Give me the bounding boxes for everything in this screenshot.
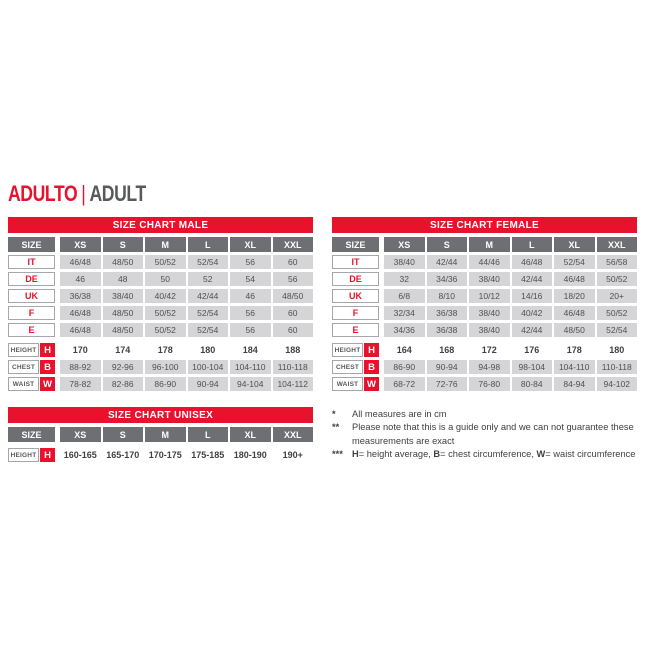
region-label: UK [332,289,379,303]
measure-row-height [8,343,313,357]
header-cells [384,237,637,252]
size-column-header: SIZE [332,237,379,252]
size-row-e [332,323,637,337]
column-header-s: S [427,237,468,252]
size-value-cell: 48/50 [103,323,144,337]
size-value-cell: 52/54 [597,323,638,337]
size-row-uk [8,289,313,303]
measure-label: HEIGHT [8,448,39,462]
measure-value-cell: 175-185 [191,450,225,460]
size-row-cells [384,323,637,337]
size-value-cell: 56 [230,306,271,320]
size-value-cell: 56/58 [597,255,638,269]
size-value-cell: 50 [145,272,186,286]
region-label-slot [332,306,379,320]
measure-value-cell: 172 [481,345,497,355]
measure-value-cell: 168 [439,345,455,355]
size-value-cell: 52/54 [188,255,229,269]
note-row [332,448,640,461]
measure-code-badge: W [364,377,379,391]
measure-label: CHEST [332,360,363,374]
region-label-slot [8,255,55,269]
size-row-cells [60,272,313,286]
measure-code-badge: W [40,377,55,391]
size-value-cell: 46/48 [554,272,595,286]
size-value-cell: 50/52 [145,323,186,337]
size-chart-male-table [8,217,313,391]
measure-value-cell: 96-100 [145,360,186,374]
size-value-cell: 38/40 [469,272,510,286]
measure-row-chest [332,360,637,374]
measure-value-cell: 178 [157,345,173,355]
size-value-cell: 46/48 [60,255,101,269]
measure-label: HEIGHT [332,343,363,357]
column-header-xxl: XXL [273,427,314,442]
size-value-cell: 6/8 [384,289,425,303]
column-header-xl: XL [230,427,271,442]
note-bold-term: W [536,449,546,460]
column-header-xs: XS [60,427,101,442]
measure-label-slot [332,360,379,374]
measure-value-cell: 86-90 [145,377,186,391]
measure-value-cell: 78-82 [60,377,101,391]
size-row-cells [384,306,637,320]
table-header-row [8,237,313,252]
page-title-english: ADULT [89,181,146,206]
measure-value-cell: 165-170 [106,450,140,460]
size-row-f [8,306,313,320]
measure-label-slot [8,377,55,391]
measure-value-cell: 94-102 [597,377,638,391]
size-value-cell: 32 [384,272,425,286]
note-bold-term: H [352,449,359,460]
measure-row-cells [384,360,637,374]
measure-value-cell: 104-110 [554,360,595,374]
size-value-cell: 36/38 [60,289,101,303]
size-value-cell: 50/52 [597,272,638,286]
column-header-m: M [145,237,186,252]
size-value-cell: 38/40 [469,306,510,320]
region-label: IT [8,255,55,269]
measure-value-cell: 80-84 [512,377,553,391]
region-label-slot [332,272,379,286]
size-value-cell: 44/46 [469,255,510,269]
size-value-cell: 38/40 [103,289,144,303]
size-value-cell: 52 [188,272,229,286]
region-label-slot [332,289,379,303]
size-value-cell: 46 [60,272,101,286]
measure-code-badge: B [364,360,379,374]
size-value-cell: 18/20 [554,289,595,303]
region-label: E [332,323,379,337]
size-value-cell: 42/44 [427,255,468,269]
note-text [352,421,640,448]
note-marker: * [332,409,336,419]
measure-value-cell: 110-118 [597,360,638,374]
measure-value-cell: 76-80 [469,377,510,391]
column-header-s: S [103,427,144,442]
size-row-cells [384,255,637,269]
column-header-s: S [103,237,144,252]
measure-label: WAIST [332,377,363,391]
size-value-cell: 36/38 [427,306,468,320]
size-row-cells [384,289,637,303]
size-value-cell: 50/52 [145,255,186,269]
size-header-slot [332,237,379,252]
region-label-slot [8,323,55,337]
size-value-cell: 42/44 [512,323,553,337]
page-title-italian: ADULTO [8,181,78,206]
note-marker: ** [332,422,340,433]
region-label: E [8,323,55,337]
size-value-cell: 60 [273,255,314,269]
measure-value-cell: 164 [396,345,412,355]
note-text-segment: All measures are in cm [352,409,447,419]
page-title [8,181,146,207]
size-row-cells [60,323,313,337]
note-text-segment: = waist circumference [545,449,636,460]
measure-label-slot [332,343,379,357]
measure-value-cell: 94-98 [469,360,510,374]
size-value-cell: 48 [103,272,144,286]
measure-value-cell: 88-92 [60,360,101,374]
region-label: IT [332,255,379,269]
size-value-cell: 48/50 [103,306,144,320]
measure-row-cells [60,360,313,374]
size-value-cell: 34/36 [427,272,468,286]
table-header-row [332,237,637,252]
column-header-xs: XS [60,237,101,252]
size-value-cell: 46/48 [60,323,101,337]
size-value-cell: 32/34 [384,306,425,320]
measure-value-cell: 104-110 [230,360,271,374]
column-header-m: M [469,237,510,252]
region-label-slot [8,289,55,303]
region-label: F [332,306,379,320]
note-row [332,408,640,421]
note-text-segment: Please note that this is a guide only and we can not guarantee these measurements are exact [352,422,634,446]
table-header-row [8,427,313,442]
size-value-cell: 38/40 [384,255,425,269]
column-header-l: L [512,237,553,252]
size-value-cell: 46/48 [554,306,595,320]
measure-row-waist [332,377,637,391]
column-header-l: L [188,237,229,252]
measure-value-cell: 84-94 [554,377,595,391]
size-value-cell: 52/54 [554,255,595,269]
note-marker: *** [332,449,343,460]
size-value-cell: 48/50 [273,289,314,303]
measure-value-cell: 180-190 [233,450,267,460]
size-value-cell: 48/50 [103,255,144,269]
size-row-f [332,306,637,320]
header-cells [60,427,313,442]
measure-value-cell: 170-175 [148,450,182,460]
size-chart-female-table [332,217,637,391]
size-value-cell: 10/12 [469,289,510,303]
region-label-slot [8,306,55,320]
size-column-header: SIZE [8,427,55,442]
size-value-cell: 56 [230,323,271,337]
size-value-cell: 60 [273,323,314,337]
size-row-de [332,272,637,286]
table-title-bar: SIZE CHART FEMALE [332,217,637,233]
measure-value-cell: 90-94 [188,377,229,391]
column-header-xl: XL [554,237,595,252]
size-value-cell: 56 [273,272,314,286]
measure-value-cell: 98-104 [512,360,553,374]
measure-row-cells [384,343,637,357]
size-value-cell: 8/10 [427,289,468,303]
size-value-cell: 56 [230,255,271,269]
size-row-e [8,323,313,337]
size-value-cell: 46 [230,289,271,303]
size-row-de [8,272,313,286]
size-row-cells [60,306,313,320]
region-label-slot [332,323,379,337]
measure-value-cell: 190+ [282,450,303,460]
measure-row-waist [8,377,313,391]
measure-value-cell: 180 [200,345,216,355]
size-value-cell: 42/44 [188,289,229,303]
note-text-segment: = chest circumference, [440,449,537,460]
measure-row-cells [60,448,313,462]
measure-value-cell: 188 [285,345,301,355]
size-column-header: SIZE [8,237,55,252]
column-header-m: M [145,427,186,442]
size-header-slot [8,427,55,442]
size-value-cell: 46/48 [512,255,553,269]
measure-row-cells [384,377,637,391]
measure-label-slot [332,377,379,391]
region-label: F [8,306,55,320]
note-text [352,448,640,461]
note-text-segment: = height average, [358,449,434,460]
measure-value-cell: 174 [115,345,131,355]
measure-value-cell: 94-104 [230,377,271,391]
measure-row-chest [8,360,313,374]
measure-label-slot [8,360,55,374]
size-value-cell: 42/44 [512,272,553,286]
column-header-xs: XS [384,237,425,252]
column-header-xxl: XXL [273,237,314,252]
size-value-cell: 38/40 [469,323,510,337]
size-value-cell: 60 [273,306,314,320]
measure-code-badge: H [364,343,379,357]
column-header-xl: XL [230,237,271,252]
measure-value-cell: 100-104 [188,360,229,374]
size-header-slot [8,237,55,252]
measure-code-badge: H [40,448,55,462]
size-value-cell: 40/42 [512,306,553,320]
measure-value-cell: 180 [609,345,625,355]
size-row-it [8,255,313,269]
column-header-xxl: XXL [597,237,638,252]
measure-label: HEIGHT [8,343,39,357]
size-row-cells [384,272,637,286]
table-title-bar: SIZE CHART UNISEX [8,407,313,423]
size-value-cell: 34/36 [384,323,425,337]
note-bold-term: B [433,449,441,460]
region-label: DE [8,272,55,286]
footnotes [332,408,640,462]
measure-label: WAIST [8,377,39,391]
measure-value-cell: 82-86 [103,377,144,391]
measure-value-cell: 86-90 [384,360,425,374]
measure-label-slot [8,448,55,462]
measure-value-cell: 90-94 [427,360,468,374]
size-value-cell: 40/42 [145,289,186,303]
measure-value-cell: 110-118 [273,360,314,374]
size-value-cell: 52/54 [188,306,229,320]
table-title-bar: SIZE CHART MALE [8,217,313,233]
size-row-cells [60,289,313,303]
measure-value-cell: 160-165 [63,450,97,460]
size-chart-unisex-table [8,407,313,462]
size-value-cell: 36/38 [427,323,468,337]
measure-value-cell: 92-96 [103,360,144,374]
region-label-slot [8,272,55,286]
size-row-cells [60,255,313,269]
region-label: UK [8,289,55,303]
measure-value-cell: 104-112 [273,377,314,391]
measure-value-cell: 68-72 [384,377,425,391]
column-header-l: L [188,427,229,442]
size-value-cell: 50/52 [145,306,186,320]
size-value-cell: 20+ [597,289,638,303]
header-cells [60,237,313,252]
size-value-cell: 52/54 [188,323,229,337]
measure-label-slot [8,343,55,357]
size-row-uk [332,289,637,303]
measure-row-height [332,343,637,357]
measure-code-badge: B [40,360,55,374]
size-value-cell: 54 [230,272,271,286]
page-title-separator: | [81,181,86,206]
size-value-cell: 50/52 [597,306,638,320]
size-row-it [332,255,637,269]
region-label: DE [332,272,379,286]
note-row [332,421,640,448]
size-value-cell: 46/48 [60,306,101,320]
size-value-cell: 48/50 [554,323,595,337]
measure-value-cell: 178 [566,345,582,355]
measure-label: CHEST [8,360,39,374]
note-text [352,408,640,421]
measure-row-height [8,448,313,462]
measure-row-cells [60,343,313,357]
region-label-slot [332,255,379,269]
measure-value-cell: 72-76 [427,377,468,391]
measure-value-cell: 170 [72,345,88,355]
measure-row-cells [60,377,313,391]
measure-code-badge: H [40,343,55,357]
measure-value-cell: 176 [524,345,540,355]
size-value-cell: 14/16 [512,289,553,303]
measure-value-cell: 184 [242,345,258,355]
